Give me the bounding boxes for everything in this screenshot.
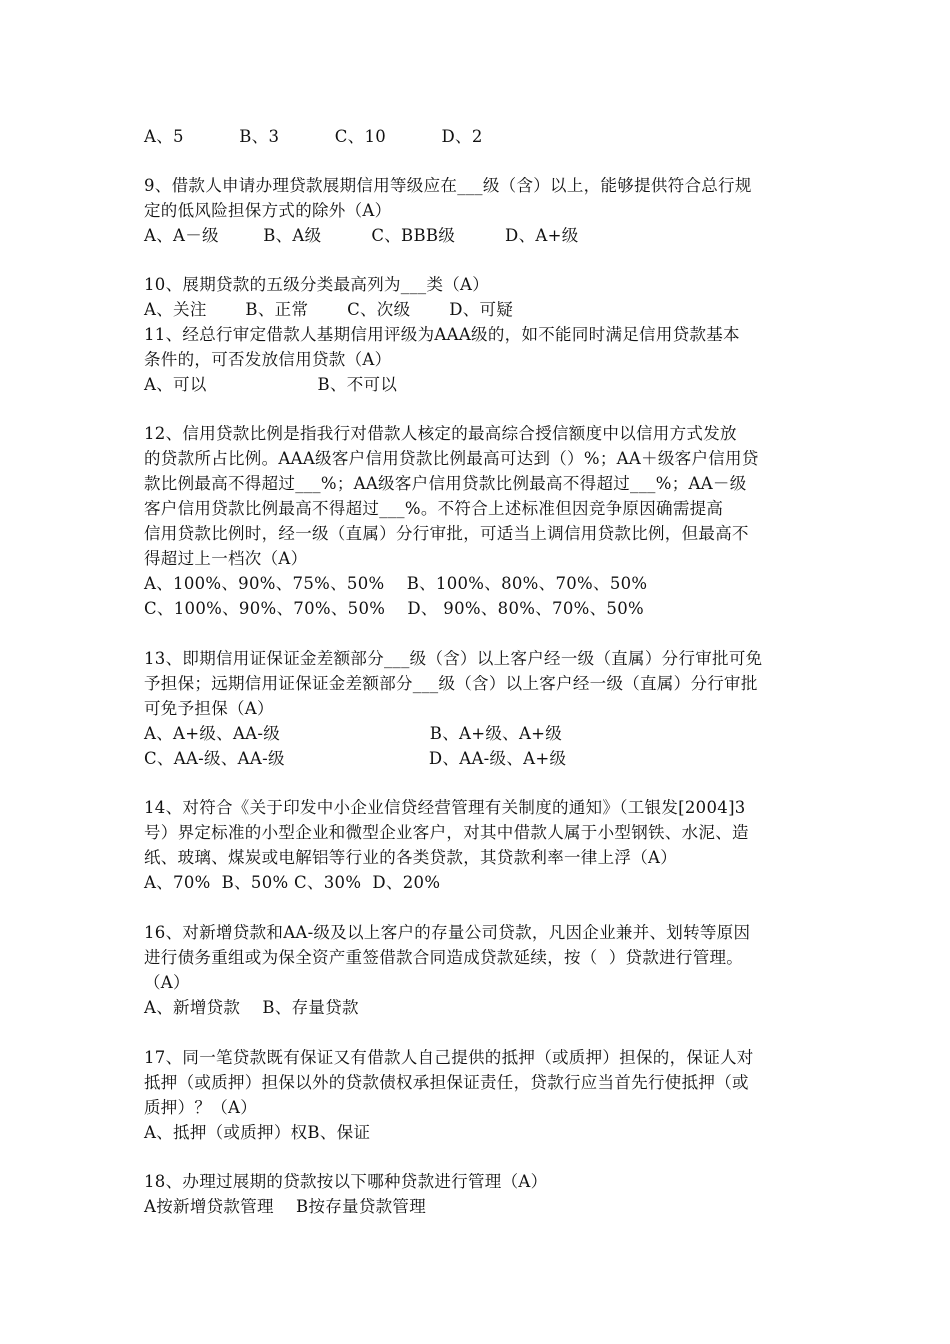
q17-text-line-2: 抵押（或质押）担保以外的贷款债权承担保证责任，贷款行应当首先行使抵押（或: [144, 1073, 749, 1092]
q14-text-line-3: 纸、玻璃、煤炭或电解铝等行业的各类贷款，其贷款利率一律上浮（A）: [144, 848, 678, 867]
q12-text-line-5: 信用贷款比例时，经一级（直属）分行审批，可适当上调信用贷款比例，但最高不: [144, 524, 749, 543]
q18-options: A按新增贷款管理 B按存量贷款管理: [144, 1197, 427, 1216]
q10-options: A、关注 B、正常 C、次级 D、可疑: [144, 300, 514, 319]
q13-text-line-2: 予担保；远期信用证保证金差额部分___级（含）以上客户经一级（直属）分行审批: [144, 674, 758, 693]
q17-text-line-3: 质押）？（A）: [144, 1098, 258, 1117]
q12-options-cd: C、100%、90%、70%、50% D、 90%、80%、70%、50%: [144, 599, 644, 618]
q13-text-line-1: 13、即期信用证保证金差额部分___级（含）以上客户经一级（直属）分行审批可免: [144, 649, 763, 668]
q14-text-line-1: 14、对符合《关于印发中小企业信贷经营管理有关制度的通知》（工银发[2004]3: [144, 798, 746, 817]
q8-options: A、5 B、3 C、10 D、2: [144, 127, 483, 146]
q16-text-line-1: 16、对新增贷款和AA-级及以上客户的存量公司贷款，凡因企业兼并、划转等原因: [144, 923, 751, 942]
q11-options: A、可以 B、不可以: [144, 375, 398, 394]
q12-text-line-2: 的贷款所占比例。AAA级客户信用贷款比例最高可达到（）%；AA＋级客户信用贷: [144, 449, 759, 468]
q13-text-line-3: 可免予担保（A）: [144, 699, 274, 718]
q17-text-line-1: 17、同一笔贷款既有保证又有借款人自己提供的抵押（或质押）担保的，保证人对: [144, 1048, 754, 1067]
q12-options-ab: A、100%、90%、75%、50% B、100%、80%、70%、50%: [144, 574, 648, 593]
q17-options: A、抵押（或质押）权B、保证: [144, 1123, 371, 1142]
q14-options: A、70% B、50% C、30% D、20%: [144, 873, 441, 892]
q13-options-ab: A、A+级、AA-级 B、A+级、A+级: [144, 724, 563, 743]
q13-options-cd: C、AA-级、AA-级 D、AA-级、A+级: [144, 749, 567, 768]
q16-text-line-2: 进行债务重组或为保全资产重签借款合同造成贷款延续，按（ ）贷款进行管理。: [144, 948, 744, 967]
q12-text-line-3: 款比例最高不得超过___%；AA级客户信用贷款比例最高不得超过___%；AA－级: [144, 474, 747, 493]
q12-text-line-1: 12、信用贷款比例是指我行对借款人核定的最高综合授信额度中以信用方式发放: [144, 424, 737, 443]
q18-text: 18、办理过展期的贷款按以下哪种贷款进行管理（A）: [144, 1172, 548, 1191]
q9-text-line-1: 9、借款人申请办理贷款展期信用等级应在___级（含）以上，能够提供符合总行规: [144, 176, 752, 195]
q16-text-line-3: （A）: [144, 973, 190, 992]
q11-text-line-1: 11、经总行审定借款人基期信用评级为AAA级的，如不能同时满足信用贷款基本: [144, 325, 740, 344]
q10-text: 10、展期贷款的五级分类最高列为___类（A）: [144, 275, 490, 294]
q12-text-line-4: 客户信用贷款比例最高不得超过___%。不符合上述标准但因竞争原因确需提高: [144, 499, 724, 518]
q12-text-line-6: 得超过上一档次（A）: [144, 549, 308, 568]
q9-text-line-2: 定的低风险担保方式的除外（A）: [144, 201, 392, 220]
q14-text-line-2: 号）界定标准的小型企业和微型企业客户，对其中借款人属于小型钢铁、水泥、造: [144, 823, 749, 842]
q9-options: A、A－级 B、A级 C、BBB级 D、A+级: [144, 226, 579, 245]
q11-text-line-2: 条件的，可否发放信用贷款（A）: [144, 350, 392, 369]
q16-options: A、新增贷款 B、存量贷款: [144, 998, 359, 1017]
